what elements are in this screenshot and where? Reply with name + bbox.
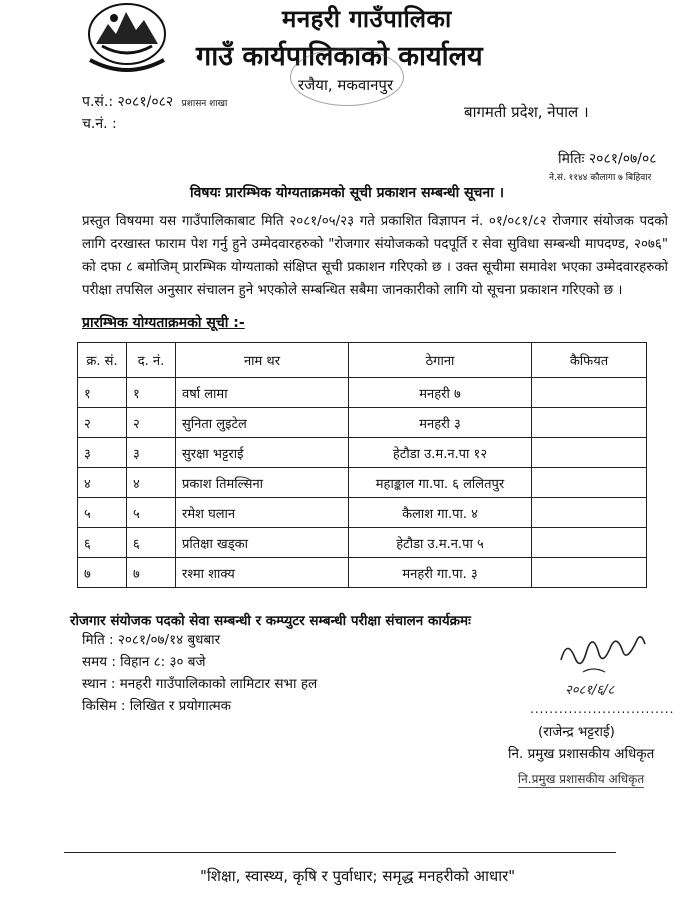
date-value: २०८१/०७/०८ xyxy=(588,151,657,167)
exam-time: समय : विहान ८: ३० बजे xyxy=(82,654,206,670)
office-name: गाउँ कार्यपालिकाको कार्यालय xyxy=(196,41,483,72)
local-address: रजैया, मकवानपुर xyxy=(298,76,394,94)
column-header: नाम थर xyxy=(176,343,349,378)
remarks-cell xyxy=(532,468,647,498)
body-paragraph: प्रस्तुत विषयमा यस गाउँपालिकाबाट मिति २०८१/०५/२३ गते प्रकाशित विज्ञापन नं. ०१/०८१/८२ रोजगार संयोजक पदको लागि दरखास्त फाराम पेश गर्नु हुने उम्मेदवारहरुको "रोजगार संयोजकको पदपूर्ति र सेवा सुविधा सम्बन्धी मापदण्ड, २०७६" को दफा ८ बमोजिम् प्रारम्भिक योग्यताको संक्षिप्त सूची प्रकाशन गरिएको छ । उक्त सूचीमा समावेश भएका उम्मेदवारहरुको परीक्षा तपसिल अनुसार संचालन हुने भएकोले सम्बन्धित सबैमा जानकारीको लागि यो सूचना प्रकाशन गरिएको छ । xyxy=(82,214,668,298)
name-cell: प्रतिक्षा खड्का xyxy=(176,528,349,558)
serial-cell: ७ xyxy=(78,558,127,588)
table-row xyxy=(78,558,647,588)
nepal-sambat-date: ने.सं. ११४४ कौलागा ७ बिहिवार xyxy=(549,173,652,183)
org-name: मनहरी गाउँपालिका xyxy=(282,5,452,33)
remarks-cell xyxy=(532,408,647,438)
name-cell: रमेश घलान xyxy=(176,498,349,528)
column-header: कैफियत xyxy=(532,343,647,378)
reg-number-cell: २ xyxy=(127,408,176,438)
address-cell: हेटौडा उ.म.न.पा १२ xyxy=(349,438,532,468)
table-row xyxy=(78,438,647,468)
footer-divider xyxy=(64,852,616,853)
handwritten-signature xyxy=(553,620,653,700)
exam-type: किसिम : लिखित र प्रयोगात्मक xyxy=(82,698,232,714)
signer-name: (राजेन्द्र भट्टराई) xyxy=(538,724,615,740)
reg-number-cell: ५ xyxy=(127,498,176,528)
name-cell: वर्षा लामा xyxy=(176,378,349,408)
remarks-cell xyxy=(532,558,647,588)
section-name: प्रशासन शाखा xyxy=(181,99,228,109)
subject-line: विषयः प्रारम्भिक योग्यताक्रमको सूची प्रकाशन सम्बन्धी सूचना । xyxy=(190,185,505,201)
list-heading: प्रारम्भिक योग्यताक्रमको सूची :- xyxy=(82,315,245,331)
exam-date: मिति : २०८१/०७/१४ बुधबार xyxy=(82,632,221,648)
address-cell: कैलाश गा.पा. ४ xyxy=(349,498,532,528)
serial-cell: ४ xyxy=(78,468,127,498)
reg-number-cell: १ xyxy=(127,378,176,408)
date-label: मितिः xyxy=(558,151,585,167)
exam-place: स्थान : मनहरी गाउँपालिकाको लामिटार सभा हल xyxy=(82,676,318,692)
column-header: ठेगाना xyxy=(349,343,532,378)
serial-cell: ६ xyxy=(78,528,127,558)
letter-date xyxy=(558,149,657,168)
signer-title: नि. प्रमुख प्रशासकीय अधिकृत xyxy=(508,746,655,762)
address-cell: महाङ्काल गा.पा. ६ ललितपुर xyxy=(349,468,532,498)
ps-value: २०८१/०८२ xyxy=(117,94,174,110)
name-cell: सुनिता लुइटेल xyxy=(176,408,349,438)
reg-number-cell: ३ xyxy=(127,438,176,468)
table-header-row xyxy=(78,343,647,378)
remarks-cell xyxy=(532,498,647,528)
reg-number-cell: ६ xyxy=(127,528,176,558)
svg-text:२०८१/६/८: २०८१/६/८ xyxy=(565,683,615,698)
remarks-cell xyxy=(532,438,647,468)
serial-cell: १ xyxy=(78,378,127,408)
address-cell: हेटौडा उ.म.न.पा ५ xyxy=(349,528,532,558)
table-row xyxy=(78,528,647,558)
designation-stamp: नि.प्रमुख प्रशासकीय अधिकृत xyxy=(518,772,645,786)
dispatch-number: च.नं. : xyxy=(82,116,117,132)
reference-number xyxy=(82,92,227,111)
address-cell: मनहरी गा.पा. ३ xyxy=(349,558,532,588)
signature-line: .............................. xyxy=(530,702,675,716)
table-row xyxy=(78,408,647,438)
reg-number-cell: ७ xyxy=(127,558,176,588)
candidate-table xyxy=(77,342,647,588)
serial-cell: ५ xyxy=(78,498,127,528)
exam-program-title: रोजगार संयोजक पदको सेवा सम्बन्धी र कम्प्युटर सम्बन्धी परीक्षा संचालन कार्यक्रमः xyxy=(70,613,471,629)
table-row xyxy=(78,498,647,528)
table-row xyxy=(78,468,647,498)
ps-label: प.सं.: xyxy=(82,94,114,110)
serial-cell: २ xyxy=(78,408,127,438)
name-cell: रश्मा शाक्य xyxy=(176,558,349,588)
government-emblem-icon xyxy=(86,0,168,76)
remarks-cell xyxy=(532,528,647,558)
address-cell: मनहरी ३ xyxy=(349,408,532,438)
name-cell: प्रकाश तिमल्सिना xyxy=(176,468,349,498)
column-header: द. नं. xyxy=(127,343,176,378)
province-address: बागमती प्रदेश, नेपाल । xyxy=(464,103,589,121)
address-cell: मनहरी ७ xyxy=(349,378,532,408)
column-header: क्र. सं. xyxy=(78,343,127,378)
serial-cell: ३ xyxy=(78,438,127,468)
name-cell: सुरक्षा भट्टराई xyxy=(176,438,349,468)
footer-motto: "शिक्षा, स्वास्थ्य, कृषि र पुर्वाधार; समृद्ध मनहरीको आधार" xyxy=(200,867,516,885)
table-row xyxy=(78,378,647,408)
reg-number-cell: ४ xyxy=(127,468,176,498)
remarks-cell xyxy=(532,378,647,408)
